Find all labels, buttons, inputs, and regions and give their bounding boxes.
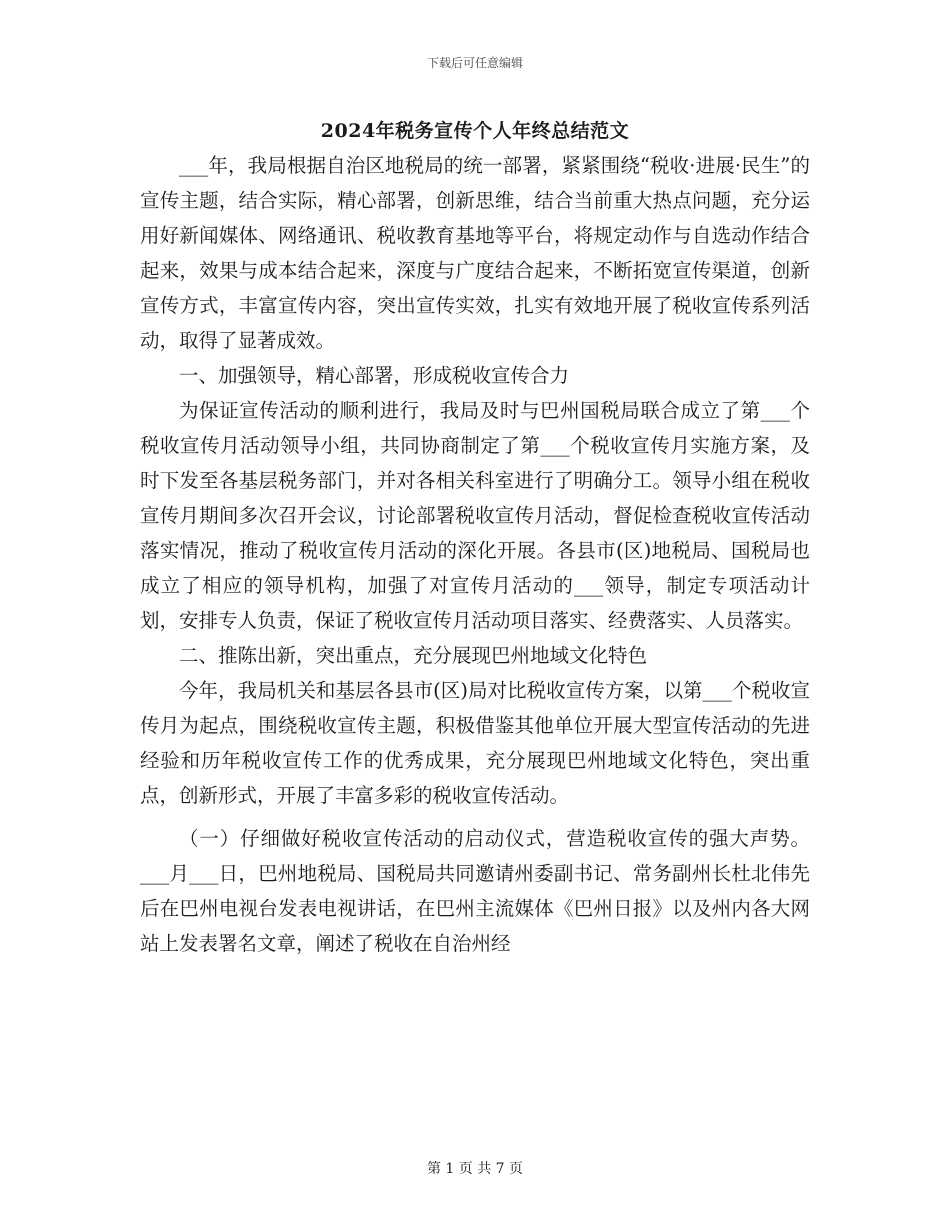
page-indicator: 第 1 页 共 7 页 [426,1161,524,1177]
section-heading-1: 一、加强领导，精心部署，形成税收宣传合力 [179,364,570,387]
paragraph-subsection-1: （一）仔细做好税收宣传活动的启动仪式，营造税收宣传的强大声势。___月___日，巴州地税局、国税局共同邀请州委副书记、常务副州长杜北伟先后在巴州电视台发表电视讲话，在巴州主流媒体《巴州日报》以及州内各大网站上发表署名文章，阐述了税收在自治州经 [140,827,810,955]
paragraph-section-1: 为保证宣传活动的顺利进行，我局及时与巴州国税局联合成立了第___个税收宣传月活动领导小组，共同协商制定了第___个税收宣传月实施方案，及时下发至各基层税务部门，并对各相关科室进行了明确分工。领导小组在税收宣传月期间多次召开会议，讨论部署税收宣传月活动，督促检查税收宣传活动落实情况，推动了税收宣传月活动的深化开展。各县市(区)地税局、国税局也成立了相应的领导机构，加强了对宣传月活动的___领导，制定专项活动计划，安排专人负责，保证了税收宣传月活动项目落实、经费落实、人员落实。 [140,399,810,632]
paragraph-intro: ___年，我局根据自治区地税局的统一部署，紧紧围绕“税收·进展·民生”的宣传主题，结合实际，精心部署，创新思维，结合当前重大热点问题，充分运用好新闻媒体、网络通讯、税收教育基地等平台，将规定动作与自选动作结合起来，效果与成本结合起来，深度与广度结合起来，不断拓宽宣传渠道，创新宣传方式，丰富宣传内容，突出宣传实效，扎实有效地开展了税收宣传系列活动，取得了显著成效。 [140,154,810,352]
paragraph-section-2: 今年，我局机关和基层各县市(区)局对比税收宣传方案，以第___个税收宣传月为起点，围绕税收宣传主题，积极借鉴其他单位开展大型宣传活动的先进经验和历年税收宣传工作的优秀成果，充分展现巴州地域文化特色，突出重点，创新形式，开展了丰富多彩的税收宣传活动。 [140,679,810,807]
section-heading-2: 二、推陈出新，突出重点，充分展现巴州地域文化特色 [179,644,648,667]
document-body [140,148,810,961]
document-title: 2024年税务宣传个人年终总结范文 [320,120,630,142]
page-header-note: 下载后可任意编辑 [426,56,523,70]
